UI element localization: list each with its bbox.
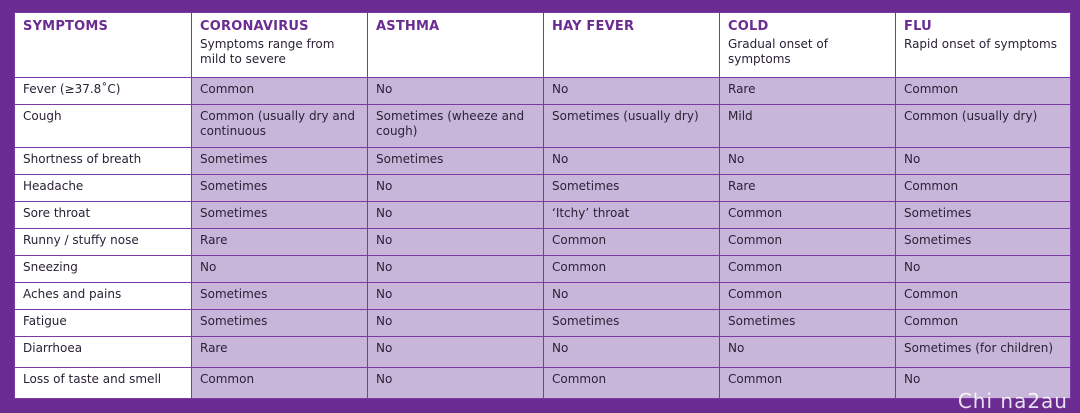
table-row bbox=[15, 256, 1071, 283]
symptoms-comparison-table bbox=[14, 12, 1071, 399]
hay-fever-cell: Sometimes (usually dry) bbox=[544, 105, 720, 148]
hay-fever-cell: Sometimes bbox=[544, 175, 720, 202]
symptom-cell: Loss of taste and smell bbox=[15, 368, 192, 399]
table-row bbox=[15, 175, 1071, 202]
flu-cell: Common bbox=[896, 310, 1071, 337]
cold-cell: Rare bbox=[720, 175, 896, 202]
header-coronavirus-subtitle: Symptoms range from mild to severe bbox=[200, 37, 335, 66]
symptom-cell: Runny / stuffy nose bbox=[15, 229, 192, 256]
asthma-cell: No bbox=[368, 256, 544, 283]
coronavirus-cell: Sometimes bbox=[192, 148, 368, 175]
table-row bbox=[15, 368, 1071, 399]
table-header-row bbox=[15, 13, 1071, 78]
table-row bbox=[15, 78, 1071, 105]
header-cold-subtitle: Gradual onset of symptoms bbox=[728, 37, 828, 66]
hay-fever-cell: No bbox=[544, 283, 720, 310]
header-coronavirus-title: CORONAVIRUS bbox=[200, 19, 309, 34]
table-row bbox=[15, 148, 1071, 175]
comparison-table-frame bbox=[14, 12, 1070, 404]
cold-cell: No bbox=[720, 337, 896, 368]
cold-cell: Mild bbox=[720, 105, 896, 148]
cold-cell: Sometimes bbox=[720, 310, 896, 337]
symptom-cell: Shortness of breath bbox=[15, 148, 192, 175]
coronavirus-cell: Common (usually dry and continuous bbox=[192, 105, 368, 148]
hay-fever-cell: No bbox=[544, 337, 720, 368]
header-cold bbox=[720, 13, 896, 78]
coronavirus-cell: Sometimes bbox=[192, 202, 368, 229]
coronavirus-cell: Sometimes bbox=[192, 175, 368, 202]
cold-cell: Common bbox=[720, 229, 896, 256]
symptom-cell: Headache bbox=[15, 175, 192, 202]
cold-cell: No bbox=[720, 148, 896, 175]
hay-fever-cell: Common bbox=[544, 368, 720, 399]
header-cold-title: COLD bbox=[728, 19, 769, 34]
hay-fever-cell: Common bbox=[544, 256, 720, 283]
table-row bbox=[15, 283, 1071, 310]
symptom-cell: Sore throat bbox=[15, 202, 192, 229]
asthma-cell: No bbox=[368, 78, 544, 105]
flu-cell: Sometimes bbox=[896, 202, 1071, 229]
coronavirus-cell: Sometimes bbox=[192, 283, 368, 310]
symptom-cell: Fever (≥37.8˚C) bbox=[15, 78, 192, 105]
table-row bbox=[15, 202, 1071, 229]
symptom-cell: Aches and pains bbox=[15, 283, 192, 310]
cold-cell: Rare bbox=[720, 78, 896, 105]
header-flu-subtitle: Rapid onset of symptoms bbox=[904, 37, 1057, 51]
header-hay-fever bbox=[544, 13, 720, 78]
flu-cell: Sometimes bbox=[896, 229, 1071, 256]
coronavirus-cell: Sometimes bbox=[192, 310, 368, 337]
watermark-text: Chi na2au bbox=[957, 389, 1068, 413]
asthma-cell: No bbox=[368, 310, 544, 337]
asthma-cell: No bbox=[368, 368, 544, 399]
header-asthma-title: ASTHMA bbox=[376, 19, 440, 34]
coronavirus-cell: Common bbox=[192, 368, 368, 399]
coronavirus-cell: Rare bbox=[192, 229, 368, 256]
hay-fever-cell: ‘Itchy’ throat bbox=[544, 202, 720, 229]
coronavirus-cell: No bbox=[192, 256, 368, 283]
table-row bbox=[15, 310, 1071, 337]
flu-cell: No bbox=[896, 256, 1071, 283]
coronavirus-cell: Rare bbox=[192, 337, 368, 368]
hay-fever-cell: Common bbox=[544, 229, 720, 256]
header-symptoms bbox=[15, 13, 192, 78]
table-row bbox=[15, 229, 1071, 256]
cold-cell: Common bbox=[720, 283, 896, 310]
header-asthma bbox=[368, 13, 544, 78]
header-coronavirus bbox=[192, 13, 368, 78]
symptom-cell: Fatigue bbox=[15, 310, 192, 337]
symptom-cell: Diarrhoea bbox=[15, 337, 192, 368]
asthma-cell: Sometimes (wheeze and cough) bbox=[368, 105, 544, 148]
header-symptoms-title: SYMPTOMS bbox=[23, 19, 109, 34]
flu-cell: Common bbox=[896, 175, 1071, 202]
header-flu bbox=[896, 13, 1071, 78]
flu-cell: Common bbox=[896, 283, 1071, 310]
hay-fever-cell: No bbox=[544, 78, 720, 105]
flu-cell: Common bbox=[896, 78, 1071, 105]
asthma-cell: No bbox=[368, 202, 544, 229]
flu-cell: No bbox=[896, 368, 1071, 399]
flu-cell: Common (usually dry) bbox=[896, 105, 1071, 148]
header-flu-title: FLU bbox=[904, 19, 932, 34]
asthma-cell: Sometimes bbox=[368, 148, 544, 175]
cold-cell: Common bbox=[720, 256, 896, 283]
table-row bbox=[15, 105, 1071, 148]
cold-cell: Common bbox=[720, 202, 896, 229]
hay-fever-cell: Sometimes bbox=[544, 310, 720, 337]
asthma-cell: No bbox=[368, 175, 544, 202]
cold-cell: Common bbox=[720, 368, 896, 399]
flu-cell: Sometimes (for children) bbox=[896, 337, 1071, 368]
symptom-cell: Sneezing bbox=[15, 256, 192, 283]
flu-cell: No bbox=[896, 148, 1071, 175]
asthma-cell: No bbox=[368, 283, 544, 310]
asthma-cell: No bbox=[368, 337, 544, 368]
hay-fever-cell: No bbox=[544, 148, 720, 175]
coronavirus-cell: Common bbox=[192, 78, 368, 105]
header-hay-fever-title: HAY FEVER bbox=[552, 19, 635, 34]
symptom-cell: Cough bbox=[15, 105, 192, 148]
table-row bbox=[15, 337, 1071, 368]
asthma-cell: No bbox=[368, 229, 544, 256]
